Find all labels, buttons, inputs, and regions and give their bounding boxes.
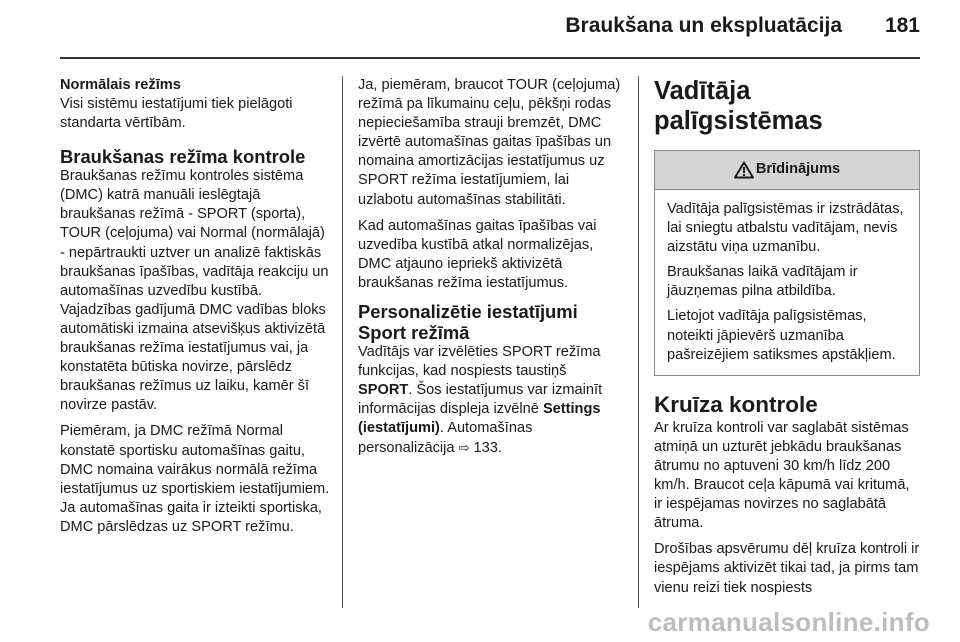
personal-text-b: . Šos iestatījumus var izmainīt informācijas displeja izvēlnē: [358, 382, 603, 418]
page-number: 181: [884, 14, 920, 37]
personal-settings-heading: Personalizētie iestatījumi Sport režīmā: [358, 301, 578, 344]
column-middle: [358, 76, 623, 465]
dmc-restore-paragraph: Kad automašīnas gaitas īpašības vai uzvedība kustībā atkal normalizējas, DMC atjauno iepriekš aktivizētā braukšanas režīma iestatījumus.: [358, 217, 597, 291]
warning-paragraph-2: Braukšanas laikā vadītājam ir jāuzņemas pilna atbildība.: [667, 264, 858, 300]
header-divider: [60, 57, 920, 59]
warning-box: [654, 150, 920, 376]
column-left: [60, 76, 332, 544]
personal-settings-paragraph: [358, 343, 623, 458]
warning-paragraph-3: Lietojot vadītāja palīgsistēmas, noteikti jāpievērš uzmanība pašreizējiem satiksmes apstākļiem.: [667, 308, 896, 363]
warning-title: Brīdinājums: [755, 161, 841, 178]
column-divider-2: [638, 76, 639, 608]
personal-text-d: 133.: [469, 439, 502, 456]
settings-menu-label: Settings (iestatījumi): [358, 401, 601, 437]
watermark: carmanualsonline.info: [647, 607, 930, 637]
header-title: Braukšana un ekspluatācija: [565, 14, 842, 37]
dmc-example-paragraph: Ja, piemēram, braucot TOUR (ceļojuma) režīmā pa līkumainu ceļu, pēkšņi rodas nepieciešamība strauji bremzēt, DMC izvērtē automašīnas gaitas īpašības un nomaina amortizācijas iestatījumus uz SPORT režīma iestatījumiem, lai uzlabotu automašīnas stabilitāti.: [358, 77, 621, 208]
personal-text-a: Vadītājs var izvēlēties SPORT režīma funkcijas, kad nospiests taustiņš: [358, 344, 601, 380]
drive-mode-paragraph-1: Braukšanas režīmu kontroles sistēma (DMC) katrā manuāli ieslēgtajā braukšanas režīmā - SPORT (sporta), TOUR (ceļojuma) vai Normal (normālajā) - nepārtraukti uztver un analizē faktiskās braukšanas īpašības, vadītāja reakciju un automašīnas uzvedību kustībā. Vajadzības gadījumā DMC vadības bloks automātiski izmaina atsevišķus aktivizētā braukšanas režīma iestatījumus vai, ja konstatēta būtiska novirze, pārslēdz braukšanas režīmus uz laiku, kamēr šī novirze pastāv.: [60, 168, 329, 414]
cruise-paragraph-2: Drošības apsvērumu dēļ kruīza kontroli ir iespējams aktivizēt tikai tad, ja pirms tam vienu reizi tiek nospiests: [654, 541, 920, 596]
warning-header: [655, 151, 919, 190]
warning-body: [655, 190, 919, 375]
page-header: [0, 0, 960, 56]
warning-triangle-icon: [734, 161, 754, 179]
sport-button-label: SPORT: [358, 382, 409, 399]
drive-mode-paragraph-2: Piemēram, ja DMC režīmā Normal konstatē sportisku automašīnas gaitu, DMC nomaina vairākus normālā režīma iestatījumus uz sportiskiem iestatījumiem. Ja automašīnas gaita ir izteikti sportiska, DMC pārslēdzas uz SPORT režīmu.: [60, 423, 330, 535]
normal-mode-text: Visi sistēmu iestatījumi tiek pielāgoti standarta vērtībām.: [60, 96, 293, 132]
column-right: [654, 76, 920, 605]
cruise-control-heading: Kruīza kontrole: [654, 391, 818, 417]
page-reference-arrow-icon: ⇨: [458, 440, 470, 456]
column-divider-1: [342, 76, 343, 608]
personal-text-c: . Automašīnas personalizācija: [358, 420, 533, 456]
cruise-paragraph-1: Ar kruīza kontroli var saglabāt sistēmas atmiņā un uzturēt jebkādu braukšanas ātrumu no aptuveni 30 km/h līdz 200 km/h. Braucot ceļa kāpumā vai kritumā, ir iespējamas novirzes no saglabātā ātruma.: [654, 419, 910, 532]
warning-paragraph-1: Vadītāja palīgsistēmas ir izstrādātas, lai sniegtu atbalstu vadītājam, nevis aizstātu viņa uzmanību.: [667, 201, 904, 256]
driver-assistance-heading: Vadītāja palīgsistēmas: [654, 77, 823, 135]
normal-mode-heading: Normālais režīms: [60, 77, 181, 93]
drive-mode-heading: Braukšanas režīma kontrole: [60, 146, 306, 168]
